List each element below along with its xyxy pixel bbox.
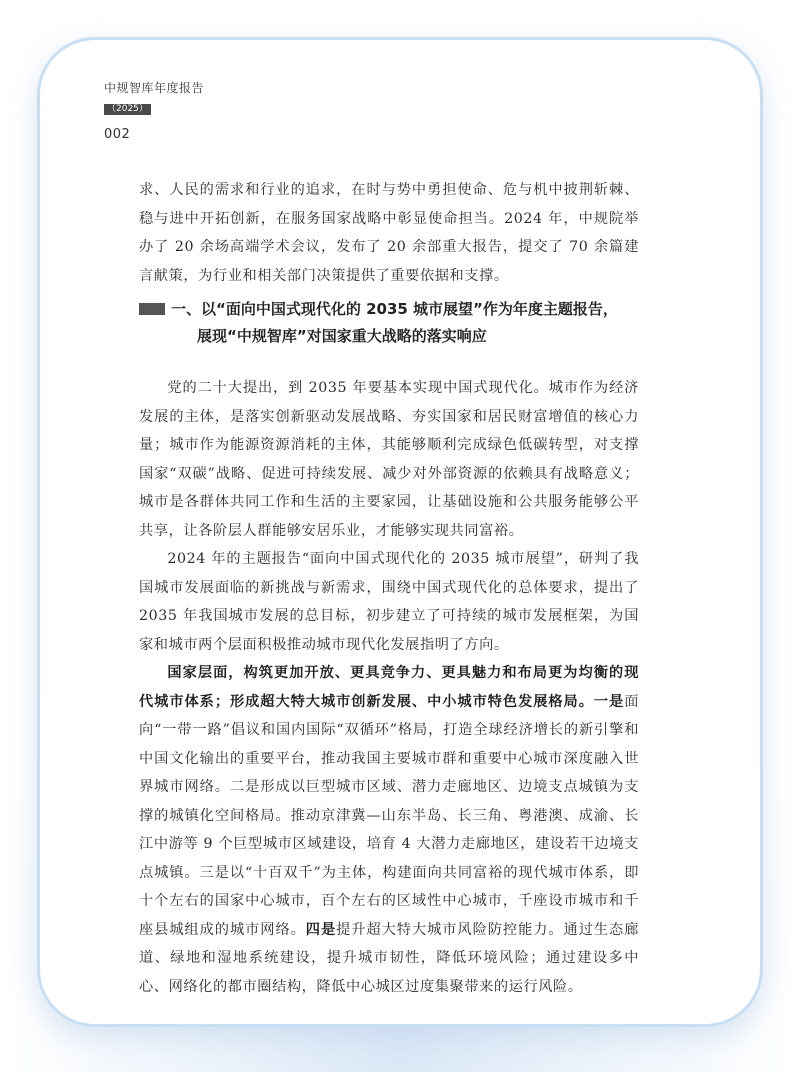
heading-marker: [139, 303, 165, 315]
section-body: [139, 374, 639, 1001]
heading-line-2: 展现“中规智库”对国家重大战略的落实响应: [197, 327, 487, 345]
body-paragraph-1: 党的二十大提出，到 2035 年要基本实现中国式现代化。城市作为经济发展的主体，是落实创新驱动发展战略、夯实国家和居民财富增值的核心力量；城市作为能源资源消耗的主体，其能够顺利完成绿色低碳转型，对支撑国家“双碳”战略、促进可持续发展、减少对外部资源的依赖具有战略意义；城市是各群体共同工作和生活的主要家园，让基础设施和公共服务能够公平共享，让各阶层人群能够安居乐业，才能够实现共同富裕。: [139, 380, 639, 539]
section-heading: [139, 296, 659, 350]
paragraph-3-bold-4: 四是: [305, 921, 337, 938]
paragraph-3-part-4: 提升超大特大城市风险防控能力。通过生态廊道、绿地和湿地系统建设，提升城市韧性，降低环境风险；通过建设多中心、网络化的都市圈结构，降低中心城区过度集聚带来的运行风险。: [139, 921, 639, 995]
intro-paragraph: 求、人民的需求和行业的追求，在时与势中勇担使命、危与机中披荆斩棘、稳与进中开拓创新，在服务国家战略中彰显使命担当。2024 年，中规院举办了 20 余场高端学术会议，发布了 20 余部重大报告，提交了 70 余篇建言献策，为行业和相关部门决策提供了重要依据和支撑。: [139, 182, 639, 284]
paragraph-3-part-2: 形成以巨型城市区域、潜力走廊地区、边境支点城镇为支撑的城镇化空间格局。推动京津冀—山东半岛、长三角、粤港澳、成渝、长江中游等 9 个巨型城市区域建设，培育 4 大潜力走廊地区，建设若干边境支点城镇。: [139, 779, 639, 881]
running-title: 中规智库年度报告: [104, 81, 205, 95]
paragraph-3-part-1: 面向“一带一路”倡议和国内国际“双循环”格局，打造全球经济增长的新引擎和中国文化输出的重要平台，推动我国主要城市群和重要中心城市深度融入世界城市网络。: [139, 693, 639, 795]
document-page: [104, 80, 664, 995]
paragraph-3-bold-2: 二是: [229, 779, 261, 795]
body-paragraph-3: [139, 659, 639, 1001]
paragraph-3-part-3: 以“十百双千”为主体，构建面向共同富裕的现代城市体系，即十个左右的国家中心城市，百个左右的区域性中心城市，千座设市城市和千座县城组成的城市网络。: [139, 864, 639, 938]
paragraph-3-bold-3: 三是: [199, 864, 230, 881]
body-paragraph-2: 2024 年的主题报告“面向中国式现代化的 2035 城市展望”，研判了我国城市发展面临的新挑战与新需求，围绕中国式现代化的总体要求，提出了 2035 年我国城市发展的总目标，初步建立了可持续的城市发展框架，为国家和城市两个层面积极推动城市现代化发展指明了方向。: [139, 551, 639, 653]
heading-line-1: 一、以“面向中国式现代化的 2035 城市展望”作为年度主题报告，: [171, 300, 618, 318]
year-tag: （2025）: [104, 104, 151, 115]
paragraph-3-bold-lead: 国家层面，构筑更加开放、更具竞争力、更具魅力和布局更为均衡的现代城市体系；形成超大特大城市创新发展、中小城市特色发展格局。一是: [139, 665, 639, 710]
page-number: 002: [104, 127, 131, 142]
